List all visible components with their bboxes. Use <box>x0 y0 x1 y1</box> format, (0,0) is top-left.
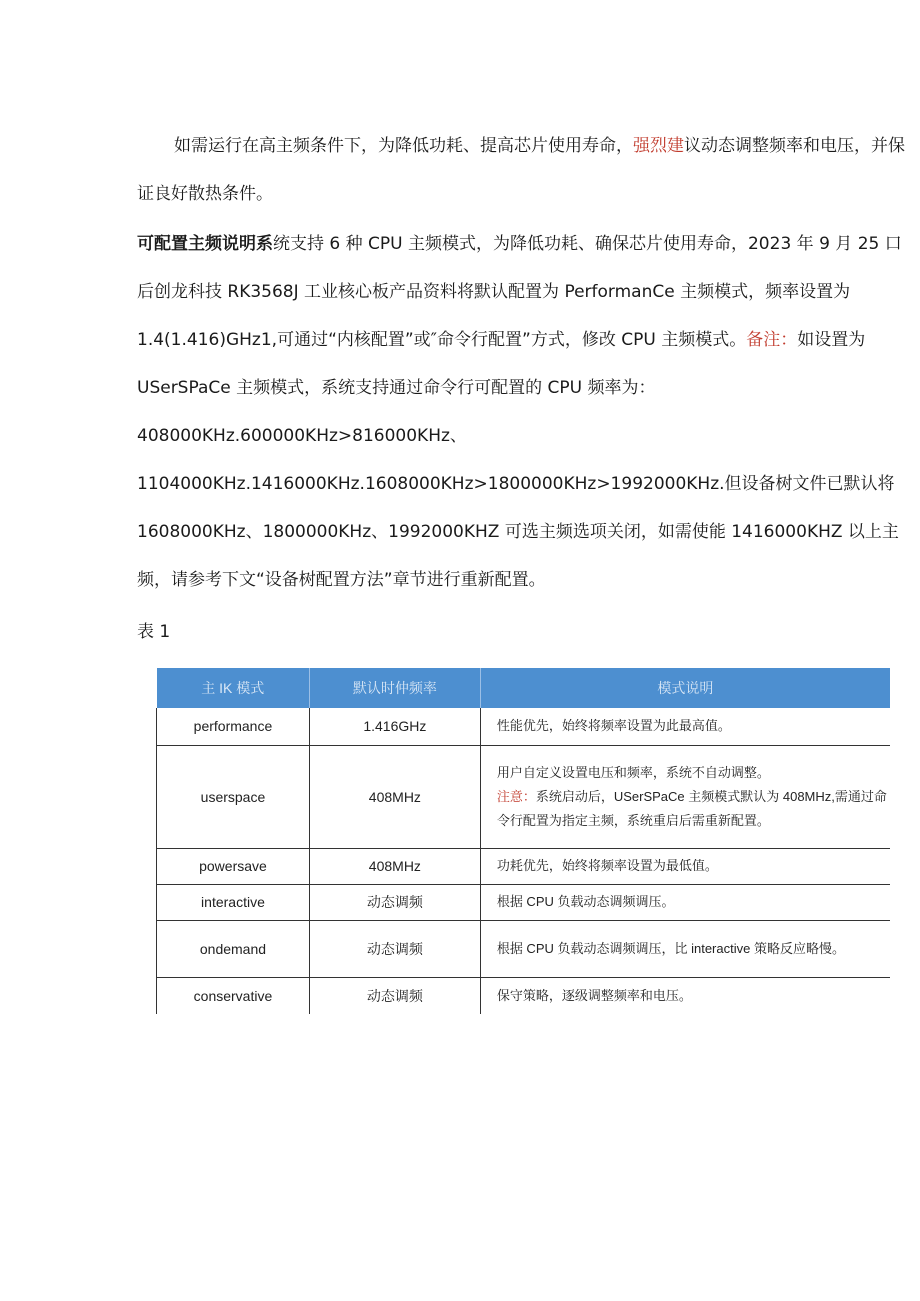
highlight-text: 强烈建 <box>633 136 684 156</box>
frequency-list: 408000KHz.600000KHz>816000KHz、 <box>137 426 467 446</box>
desc-cell: 性能优先，始终将频率设置为此最高值。 <box>480 708 890 745</box>
note-label: 注意： <box>496 788 536 804</box>
freq-cell: 动态调频 <box>309 977 480 1014</box>
freq-cell: 动态调频 <box>309 884 480 920</box>
freq-cell: 408MHz <box>309 848 480 884</box>
desc-text: 用户自定义设置电压和频率，系统不自动调整。 <box>496 764 770 780</box>
freq-cell: 408MHz <box>309 745 480 848</box>
section-heading: 可配置主频说明系 <box>137 234 273 254</box>
desc-cell: 功耗优先，始终将频率设置为最低值。 <box>480 848 890 884</box>
table-caption: 表 1 <box>137 622 171 642</box>
table-row <box>157 848 891 884</box>
note-text: 系统启动后，USerSPaCe 主频模式默认为 408MHz,需通过命令行配置为指定主频，系统重启后需重新配置。 <box>496 788 887 828</box>
paragraph-high-frequency <box>137 122 907 218</box>
desc-cell: 根据 CPU 负载动态调频调压，比 interactive 策略反应略慢。 <box>480 920 890 977</box>
freq-cell: 1.416GHz <box>309 708 480 745</box>
paragraph-text: 议动态调整频率和电压，并保证良好散热条件。 <box>137 136 905 204</box>
table-row <box>157 920 891 977</box>
paragraph-text: 如设置为 USerSPaCe 主频模式，系统支持通过命令行可配置的 CPU 频率为： <box>137 330 866 398</box>
paragraph-cpu-modes <box>137 220 907 604</box>
note-label: 备注： <box>746 330 798 350</box>
desc-cell: 根据 CPU 负载动态调频调压。 <box>480 884 890 920</box>
table-row <box>157 884 891 920</box>
desc-cell: 保守策略，逐级调整频率和电压。 <box>496 987 692 1003</box>
desc-cell <box>480 745 890 848</box>
table-header-row <box>157 668 891 708</box>
header-mode: 主 IK 模式 <box>157 668 310 708</box>
cpu-mode-table <box>156 668 890 1014</box>
table-row <box>157 745 891 848</box>
mode-cell: powersave <box>157 848 310 884</box>
mode-cell: conservative <box>157 977 310 1014</box>
freq-cell: 动态调频 <box>309 920 480 977</box>
mode-cell: ondemand <box>157 920 310 977</box>
table-row <box>157 708 891 745</box>
frequency-list: 1104000KHz.1416000KHz.1608000KHz>1800000KHz>1992000KHz.但设备树文件已默认将 <box>137 474 895 494</box>
paragraph-text: 统支持 6 种 CPU 主频模式，为降低功耗、确保芯片使用寿命，2023 年 9 月 25 口后创龙科技 RK3568J 工业核心板产品资料将默认配置为 PerformanCe 主频模式，频率设置为 1.4(1.416)GHz1,可通过“内核配置”或″命令行配置”方式，修改 CPU 主频模式。 <box>137 234 902 350</box>
table-row <box>157 977 891 1014</box>
header-description: 模式说明 <box>480 668 890 708</box>
mode-cell: interactive <box>157 884 310 920</box>
mode-cell: userspace <box>157 745 310 848</box>
paragraph-text: 1608000KHz、1800000KHz、1992000KHZ 可选主频选项关闭，如需使能 1416000KHZ 以上主频，请参考下文“设备树配置方法”章节进行重新配置。 <box>137 522 899 590</box>
header-default-freq: 默认时仲频率 <box>309 668 480 708</box>
mode-cell: performance <box>157 708 310 745</box>
paragraph-text: 如需运行在高主频条件下，为降低功耗、提高芯片使用寿命， <box>174 136 633 156</box>
